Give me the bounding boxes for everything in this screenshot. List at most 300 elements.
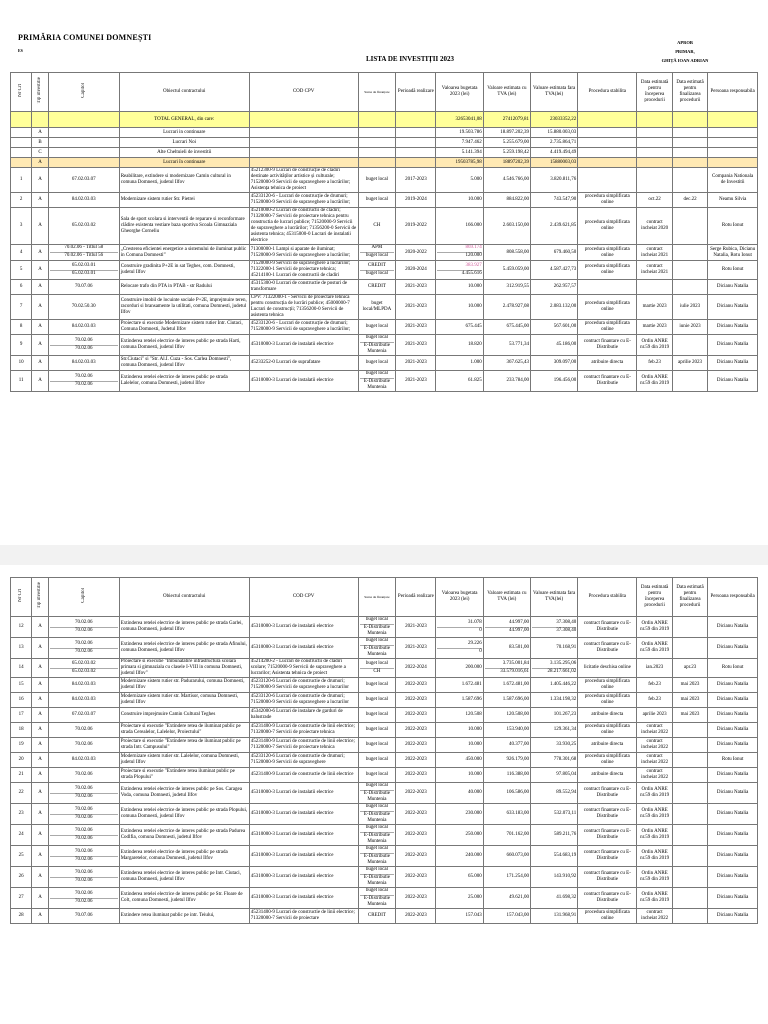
totals-cell-buget: 7.947.462 bbox=[436, 138, 483, 148]
totals-cell-nr bbox=[11, 128, 32, 138]
totals-cell-perioada bbox=[396, 128, 436, 138]
cell-buget: 10.000 bbox=[436, 295, 483, 320]
cell-buget: 10.000 bbox=[436, 738, 483, 753]
totals-cell-tip: A bbox=[32, 158, 49, 168]
cell-persoana: Dicianu Natalia bbox=[708, 617, 758, 638]
cell-obiect: Extinderea retelei electrice de interes public pe strada Lalelelor, comuna Domnesti, judetul Ilfov bbox=[119, 371, 249, 392]
cell-persoana: Serge Rubica, Dicianu Natalia, Rotu Ionut bbox=[708, 245, 758, 261]
cell-tip: A bbox=[32, 693, 49, 708]
cell-buget bbox=[436, 261, 483, 280]
cell-val_tva: 367.625,43 bbox=[483, 356, 530, 371]
cell-data_inceput: contract incheiat 2022 bbox=[637, 909, 672, 924]
cell-val_tva: 633.183,00 bbox=[483, 804, 530, 825]
mayor-label: PRIMAR, bbox=[675, 49, 695, 54]
cell-procedura: procedura simplificata online bbox=[578, 909, 637, 924]
cell-buget-part: 0 bbox=[437, 648, 481, 656]
cell-data_final bbox=[672, 245, 707, 261]
cell-persoana: Dicianu Natalia bbox=[708, 708, 758, 723]
column-header-cpv: COD CPV bbox=[249, 578, 358, 617]
cell-val_tva: 106.586,00 bbox=[483, 783, 530, 804]
cell-buget-part: 0 bbox=[437, 627, 481, 635]
cell-capitol bbox=[48, 371, 119, 392]
cell-nr: 4 bbox=[11, 245, 32, 261]
cell-val_fara: 778.301,68 bbox=[531, 753, 578, 768]
column-header-label: Nr Crt bbox=[18, 589, 24, 602]
cell-persoana: Dicianu Natalia bbox=[708, 723, 758, 738]
cell-sursa: buget local bbox=[358, 193, 396, 208]
cell-capitol bbox=[48, 867, 119, 888]
totals-cell-nr bbox=[11, 112, 32, 128]
cell-persoana: Dicianu Natalia bbox=[708, 320, 758, 335]
cell-nr: 26 bbox=[11, 867, 32, 888]
cell-buget-part: 29.226 bbox=[468, 640, 482, 646]
totals-cell-buget: 32653041,08 bbox=[436, 112, 483, 128]
cell-sursa bbox=[358, 617, 396, 638]
cell-cpv: 45310000-3 Lucrari de instalatii electrice bbox=[249, 888, 358, 909]
cell-val_fara: 97.805,04 bbox=[531, 768, 578, 783]
cell-procedura: procedura simplificata online bbox=[578, 320, 637, 335]
cell-data_final bbox=[672, 888, 707, 909]
cell-capitol-part: 65.02.03.01 bbox=[71, 262, 96, 268]
totals-cell-perioada bbox=[396, 158, 436, 168]
cell-data_inceput: Ordin ANRE nr.59 din 2019 bbox=[637, 867, 672, 888]
cell-val_fara: 743.547,90 bbox=[531, 193, 578, 208]
cell-perioada: 2022-2023 bbox=[396, 753, 436, 768]
cell-tip: A bbox=[32, 320, 49, 335]
totals-cell-data_inceput bbox=[637, 128, 672, 138]
cell-persoana: Dicianu Natalia bbox=[708, 280, 758, 295]
cell-data_final bbox=[672, 261, 707, 280]
cell-val_tva: 4.546.766,00 bbox=[483, 168, 530, 193]
cell-nr: 15 bbox=[11, 678, 32, 693]
cell-nr: 17 bbox=[11, 708, 32, 723]
cell-val_fara: 1.334.198,32 bbox=[531, 693, 578, 708]
totals-cell-capitol bbox=[48, 138, 119, 148]
cell-perioada: 2022-2023 bbox=[396, 846, 436, 867]
cell-cpv: 45231400-9 Lucrari de constructie de linii electrice; 71320000-7 Servicii de proiectare bbox=[249, 909, 358, 924]
cell-val_tva bbox=[483, 617, 530, 638]
totals-cell-val_tva: 27412079,81 bbox=[483, 112, 530, 128]
cell-sursa bbox=[358, 335, 396, 356]
cell-perioada: 2021-2023 bbox=[396, 638, 436, 659]
cell-sursa: buget local/MLPDA bbox=[358, 295, 396, 320]
cell-data_inceput: contract incheiat 2022 bbox=[637, 753, 672, 768]
totals-cell-tip: B bbox=[32, 138, 49, 148]
cell-tip: A bbox=[32, 723, 49, 738]
cell-capitol: 84.02.03.03 bbox=[48, 693, 119, 708]
cell-procedura: procedura simplificata online bbox=[578, 245, 637, 261]
cell-capitol-part: 70.02.06 bbox=[75, 373, 93, 379]
cell-nr: 7 bbox=[11, 295, 32, 320]
cell-procedura: procedura simplificata online bbox=[578, 208, 637, 245]
cell-capitol bbox=[48, 888, 119, 909]
cell-nr: 16 bbox=[11, 693, 32, 708]
cell-capitol: 67.02.03.07 bbox=[48, 168, 119, 193]
cell-val_fara: 2.439.621,85 bbox=[531, 208, 578, 245]
cell-data_inceput: Ordin ANRE nr.59 din 2019 bbox=[637, 825, 672, 846]
cell-cpv: 45210000-2 Lucrari de constructii de cladiri; 71320000-7 Servicii de proiectare tehnica pentru constructia de lucrari publice; 71520000-9 Servicii de supraveghere a lucrărilor; 71356200-0 Servicii de asistenta tehnica; 45315000-0 Lucrari de instalatii electrice bbox=[250, 208, 357, 243]
cell-val_tva: 675.445,00 bbox=[483, 320, 530, 335]
totals-cell-cpv bbox=[249, 128, 358, 138]
totals-cell-tip bbox=[32, 112, 49, 128]
totals-row bbox=[11, 128, 758, 138]
cell-obiect: Str.Ciutaci" si "Str. Al.I. Cuza - Sos. Carlea Domnesti", comuna Domnesti, judetul Ilfov bbox=[119, 356, 249, 371]
cell-data_inceput: aprilie 2023 bbox=[637, 708, 672, 723]
cell-val_tva-part: 44.997,00 bbox=[485, 627, 529, 635]
cell-persoana: Rotu Ionut bbox=[708, 753, 758, 768]
totals-cell-perioada bbox=[396, 112, 436, 128]
column-header-label: Nr Crt bbox=[18, 84, 24, 97]
cell-perioada: 2022-2023 bbox=[396, 768, 436, 783]
cell-cpv: 45233120-6 - Lucrari de construcție de drumuri; 71520000-9 Servicii de supraveghere a lucrărilor; bbox=[249, 320, 358, 335]
cell-data_final: aprilie 2023 bbox=[672, 356, 707, 371]
totals-cell-cpv bbox=[249, 112, 358, 128]
column-header-capitol bbox=[48, 73, 119, 112]
cell-cpv: 45231400-9 Lucrari de constructie de linii electrice bbox=[249, 768, 358, 783]
cell-tip: A bbox=[32, 617, 49, 638]
cell-cpv: 45310000-3 Lucrari de instalatii electrice bbox=[249, 371, 358, 392]
cell-val_tva: 171.254,00 bbox=[483, 867, 530, 888]
column-header-capitol bbox=[48, 578, 119, 617]
cell-obiect: Sala de sport scolara si interventii de reparare si reconformare clădire existenta vestiare baza sportiva Scoala Gimnaziala Gheorghe Corneliu bbox=[119, 208, 249, 245]
cell-obiect: „Cresterea eficientei energetice a sistemului de iluminat public in Comuna Domnesti” bbox=[119, 245, 249, 261]
cell-cpv: 45310000-3 Lucrari de instalatii electrice bbox=[249, 825, 358, 846]
cell-cpv: 45310000-3 Lucrari de instalatii electrice bbox=[249, 638, 358, 659]
totals-row bbox=[11, 112, 758, 128]
cell-obiect: Proiectare si executie "Imbunatatire infrastructura scolara primara si gimnaziala cu clasele I-VIII in comuna Domnesti, judetul Ilfov" bbox=[119, 659, 249, 678]
cell-tip: A bbox=[32, 335, 49, 356]
totals-row bbox=[11, 158, 758, 168]
cell-val_fara: 589.211,76 bbox=[531, 825, 578, 846]
cell-data_inceput: martie 2023 bbox=[637, 320, 672, 335]
cell-sursa-part: buget local bbox=[365, 804, 388, 809]
cell-val_fara-part: 28.217.661,02 bbox=[532, 668, 576, 676]
table-row bbox=[11, 804, 758, 825]
cell-perioada: 2021-2023 bbox=[396, 356, 436, 371]
cell-data_inceput: ian.2023 bbox=[637, 659, 672, 678]
totals-cell-buget: 19.503.786 bbox=[436, 128, 483, 138]
cell-nr: 24 bbox=[11, 825, 32, 846]
totals-cell-obiect: Lucrari in continuare bbox=[119, 128, 249, 138]
cell-buget bbox=[436, 638, 483, 659]
approval-block bbox=[640, 38, 730, 65]
totals-cell-obiect: Alte Cheltuieli de investitii bbox=[119, 148, 249, 158]
cell-val_fara bbox=[531, 659, 578, 678]
investments-table bbox=[10, 72, 758, 392]
cell-perioada: 2022-2023 bbox=[396, 708, 436, 723]
cell-perioada: 2022-2023 bbox=[396, 723, 436, 738]
cell-persoana: Dicianu Natalia bbox=[708, 909, 758, 924]
cell-obiect: Modernizare sistem rutier str. Lalelelor, comuna Domnesti, judetul Ilfov bbox=[119, 753, 249, 768]
cell-data_inceput: feb.23 bbox=[637, 678, 672, 693]
table-row bbox=[11, 708, 758, 723]
cell-persoana: Dicianu Natalia bbox=[708, 356, 758, 371]
totals-cell-val_fara: 15.880.003,03 bbox=[531, 128, 578, 138]
totals-cell-procedura bbox=[578, 138, 637, 148]
cell-val_tva: 83.501,00 bbox=[483, 638, 530, 659]
cell-sursa-part: E-Distributie Muntenia bbox=[360, 811, 395, 824]
cell-cpv: 45310000-3 Lucrari de instalatii electrice bbox=[249, 804, 358, 825]
totals-cell-nr bbox=[11, 158, 32, 168]
cell-sursa bbox=[358, 783, 396, 804]
cell-sursa-part: buget local bbox=[360, 252, 395, 260]
cell-capitol bbox=[48, 804, 119, 825]
cell-sursa: CREDIT bbox=[358, 909, 396, 924]
totals-cell-persoana bbox=[708, 148, 758, 158]
cell-persoana: Dicianu Natalia bbox=[708, 678, 758, 693]
cell-capitol: 70.07.06 bbox=[48, 280, 119, 295]
column-header-data_inceput: Data estimată pentru începerea procedurii bbox=[637, 73, 672, 112]
cell-tip: A bbox=[32, 193, 49, 208]
cell-sursa bbox=[358, 888, 396, 909]
totals-cell-procedura bbox=[578, 112, 637, 128]
cell-capitol-part: 65.02.03.01 bbox=[50, 270, 118, 278]
cell-val_fara: 4.587.427,73 bbox=[531, 261, 578, 280]
table-row bbox=[11, 909, 758, 924]
table-row bbox=[11, 738, 758, 753]
table-row bbox=[11, 846, 758, 867]
cell-buget: 25.000 bbox=[436, 888, 483, 909]
cell-obiect: Extinderea retelei electrice de interes public pe Intr. Ciutaci, comuna Domnesti, judetul Ilfov bbox=[119, 867, 249, 888]
cell-procedura: atribuire directa bbox=[578, 768, 637, 783]
cell-val_tva: 120.508,00 bbox=[483, 708, 530, 723]
cell-tip: A bbox=[32, 280, 49, 295]
cell-sursa-part: E-Distributie Muntenia bbox=[360, 342, 395, 355]
cell-obiect: Proiectare si executie "Extindere retea iluminat public pe strada Plopului" bbox=[119, 768, 249, 783]
table-row bbox=[11, 356, 758, 371]
totals-cell-val_tva: 5.259.198,42 bbox=[483, 148, 530, 158]
page-gap bbox=[0, 545, 768, 565]
cell-procedura: procedura simplificata online bbox=[578, 261, 637, 280]
cell-persoana: Rotu Ionut bbox=[708, 208, 758, 245]
cell-perioada: 2022-2023 bbox=[396, 783, 436, 804]
cell-sursa-part: buget local bbox=[365, 335, 388, 340]
totals-cell-data_inceput bbox=[637, 148, 672, 158]
table-row bbox=[11, 888, 758, 909]
table-row bbox=[11, 693, 758, 708]
cell-nr: 9 bbox=[11, 335, 32, 356]
cell-val_tva: 5.459.059,00 bbox=[483, 261, 530, 280]
totals-cell-persoana bbox=[708, 112, 758, 128]
cell-data_inceput: oct.22 bbox=[637, 193, 672, 208]
cell-tip: A bbox=[32, 245, 49, 261]
cell-buget: 10.000 bbox=[436, 193, 483, 208]
column-header-data_final: Data estimată pentru finalizarea procedurii bbox=[672, 73, 707, 112]
cell-cpv: 45233120-6 Lucrari de constructie de drumuri; 71520000-9 Servicii de supraveghere a lucrarilor bbox=[249, 678, 358, 693]
cell-cpv: 45310000-3 Lucrari de instalatii electrice bbox=[249, 335, 358, 356]
totals-cell-buget: 19503785,98 bbox=[436, 158, 483, 168]
cell-sursa: buget local bbox=[358, 693, 396, 708]
cell-perioada: 2021-2023 bbox=[396, 371, 436, 392]
cell-persoana: Rotu Ionut bbox=[708, 659, 758, 678]
cell-perioada: 2022-2023 bbox=[396, 867, 436, 888]
column-header-buget: Valoarea bugetata 2023 (lei) bbox=[436, 73, 483, 112]
cell-capitol-part: 70.02.06 bbox=[50, 648, 118, 656]
institution-name: PRIMĂRIA COMUNEI DOMNEȘTI bbox=[18, 33, 152, 42]
cell-procedura: atribuire directa bbox=[578, 356, 637, 371]
cell-cpv: 45214200-2 - Lucrari de constructii de cladiri scolare; 71520000-9 Servicii de supraveghere a lucrarilor; Asistenta tehnica de proiect bbox=[249, 659, 358, 678]
cell-buget: 200.000 bbox=[436, 659, 483, 678]
cell-sursa-part: buget local bbox=[365, 825, 388, 830]
cell-buget: 1.587.696 bbox=[436, 693, 483, 708]
cell-val_tva: 1.672.481,00 bbox=[483, 678, 530, 693]
cell-val_fara-part: 37.308,40 bbox=[556, 619, 577, 625]
cell-nr: 3 bbox=[11, 208, 32, 245]
cell-procedura: contract finantare cu E-Distributie bbox=[578, 783, 637, 804]
cell-procedura: contract finantare cu E-Distributie bbox=[578, 371, 637, 392]
totals-cell-obiect: Lucrari în continuare bbox=[119, 158, 249, 168]
cell-capitol: 84.02.03.03 bbox=[48, 753, 119, 768]
cell-val_tva bbox=[483, 659, 530, 678]
totals-cell-sursa bbox=[358, 128, 396, 138]
cell-obiect: Relocare trafo din PTA in PTAB - str Radului bbox=[119, 280, 249, 295]
column-header-data_final: Data estimată pentru finalizarea procedurii bbox=[672, 578, 707, 617]
cell-obiect: Modernizare sistem rutier Str. Pietrei bbox=[119, 193, 249, 208]
cell-sursa-part: buget local bbox=[365, 371, 388, 376]
cell-sursa: buget local bbox=[358, 768, 396, 783]
column-header-perioada: Perioadă realizare bbox=[396, 578, 436, 617]
cell-procedura: procedura simplificata online bbox=[578, 678, 637, 693]
cell-val_fara: 45.186,00 bbox=[531, 335, 578, 356]
cell-buget-part: 869.174 bbox=[465, 245, 482, 250]
cell-data_final: mai 2023 bbox=[672, 708, 707, 723]
cell-val_fara: 143.910,92 bbox=[531, 867, 578, 888]
column-header-persoana: Persoana responsabila bbox=[708, 578, 758, 617]
cell-val_tva: 926.179,00 bbox=[483, 753, 530, 768]
cell-obiect: Reabilitare, extindere si modernizare Camin cultural in comuna Domnesti, judetul Ilfov bbox=[119, 168, 249, 193]
cell-capitol bbox=[48, 846, 119, 867]
header-row bbox=[11, 578, 758, 617]
cell-sursa-part: buget local bbox=[365, 888, 388, 893]
cell-capitol-part: 70.02.06 bbox=[75, 848, 93, 854]
column-header-val_tva: Valoare estimata cu TVA (lei) bbox=[483, 578, 530, 617]
cell-tip: A bbox=[32, 638, 49, 659]
cell-capitol: 84.02.03.03 bbox=[48, 193, 119, 208]
cell-perioada: 2022-2024 bbox=[396, 659, 436, 678]
cell-perioada: 2021-2023 bbox=[396, 295, 436, 320]
cell-procedura: contract finantare cu E-Distributie bbox=[578, 617, 637, 638]
totals-cell-val_fara: 15880003,03 bbox=[531, 158, 578, 168]
cell-nr: 23 bbox=[11, 804, 32, 825]
cell-nr: 22 bbox=[11, 783, 32, 804]
cell-val_tva: 49.621,00 bbox=[483, 888, 530, 909]
cell-capitol-part: 70.02.06 bbox=[75, 806, 93, 812]
cell-persoana: Dicianu Natalia bbox=[708, 846, 758, 867]
cell-sursa-part: E-Distributie Muntenia bbox=[360, 790, 395, 803]
cell-procedura: atribuire directa bbox=[578, 738, 637, 753]
cell-val_fara: 129.361,34 bbox=[531, 723, 578, 738]
cell-capitol-part: 70.02.06 bbox=[75, 337, 93, 343]
table-row bbox=[11, 617, 758, 638]
totals-cell-persoana bbox=[708, 128, 758, 138]
cell-capitol: 70.02.50.30 bbox=[48, 295, 119, 320]
cell-obiect: Extinderea retelei electrice de interes public pe strada Garlei, comuna Domnesti, judetul Ilfov bbox=[119, 617, 249, 638]
header-row bbox=[11, 73, 758, 112]
totals-cell-persoana bbox=[708, 138, 758, 148]
cell-obiect: Extinderea retelei electrice de interes public pe strada Margaretelor, comuna Domnesti, judetul Ilfov bbox=[119, 846, 249, 867]
cell-capitol-part: 70.02.06 bbox=[50, 835, 118, 843]
cell-nr: 5 bbox=[11, 261, 32, 280]
cell-data_final bbox=[672, 638, 707, 659]
totals-cell-val_fara: 2.735.864,71 bbox=[531, 138, 578, 148]
table-row bbox=[11, 638, 758, 659]
cell-sursa-part: CREDIT bbox=[367, 262, 386, 268]
cell-sursa: buget local bbox=[358, 320, 396, 335]
cell-capitol bbox=[48, 659, 119, 678]
cell-buget: 10.000 bbox=[436, 280, 483, 295]
cell-val_fara: 2.083.132,00 bbox=[531, 295, 578, 320]
cell-val_fara: 532.073,11 bbox=[531, 804, 578, 825]
cell-data_final bbox=[672, 371, 707, 392]
cell-data_inceput: Ordin ANRE nr.59 din 2019 bbox=[637, 804, 672, 825]
totals-cell-procedura bbox=[578, 158, 637, 168]
cell-sursa-part: buget local bbox=[365, 638, 388, 643]
cell-buget-part: 31.078 bbox=[468, 619, 482, 625]
cell-obiect: Construire imobil de locuinte sociale P+2E, imprejmuire teren, racorduri si bransamente la utilitati, comuna Domnesti, judetul Ilfov bbox=[119, 295, 249, 320]
totals-cell-data_inceput bbox=[637, 158, 672, 168]
cell-data_final bbox=[672, 280, 707, 295]
cell-persoana: Dicianu Natalia bbox=[708, 693, 758, 708]
cell-obiect: Proiectare si executie Modernizare sistem rutier Intr. Ciutaci, Comuna Domnesti, Judetul Ilfov bbox=[119, 320, 249, 335]
cell-val_tva: 153.940,00 bbox=[483, 723, 530, 738]
cell-sursa bbox=[358, 659, 396, 678]
cell-cpv: CPV: 71322000-1 - Servicii de proiectare tehnica pentru construcția de lucrări publice; 45000000-7 Lucrari de construcții; 71356200-0 Servicii de asistenta tehnica bbox=[249, 295, 358, 320]
totals-cell-nr bbox=[11, 138, 32, 148]
cell-sursa-part: E-Distributie Muntenia bbox=[360, 624, 395, 637]
cell-buget: 5.000 bbox=[436, 168, 483, 193]
cell-nr: 6 bbox=[11, 280, 32, 295]
cell-buget: 675.445 bbox=[436, 320, 483, 335]
cell-sursa: buget local bbox=[358, 723, 396, 738]
cell-data_final bbox=[672, 909, 707, 924]
cell-sursa bbox=[358, 867, 396, 888]
cell-sursa: CREDIT bbox=[358, 280, 396, 295]
column-header-data_inceput: Data estimată pentru începerea procedurii bbox=[637, 578, 672, 617]
cell-sursa-part: CH bbox=[360, 668, 395, 676]
cell-procedura: atribuire directa bbox=[578, 708, 637, 723]
cell-tip: A bbox=[32, 261, 49, 280]
cell-data_inceput: contract incheiat 2022 bbox=[637, 738, 672, 753]
cell-cpv: 45233120-6 Lucrari de constructie de drumuri; 71520000-9 Servicii de supraveghere bbox=[249, 753, 358, 768]
cell-data_inceput: contract incheiat 2020 bbox=[637, 208, 672, 245]
cell-capitol-part: 70.02.06 bbox=[75, 619, 93, 625]
cell-val_fara: 70.168,91 bbox=[531, 638, 578, 659]
cell-data_inceput: Ordin ANRE nr.59 din 2019 bbox=[637, 617, 672, 638]
column-header-label: Capitol bbox=[80, 588, 86, 603]
cell-perioada: 2022-2023 bbox=[396, 678, 436, 693]
cell-buget: 250.000 bbox=[436, 825, 483, 846]
cell-sursa bbox=[358, 261, 396, 280]
totals-cell-data_inceput bbox=[637, 138, 672, 148]
cell-val_fara: 41.698,32 bbox=[531, 888, 578, 909]
cell-data_final bbox=[672, 738, 707, 753]
totals-row bbox=[11, 138, 758, 148]
cell-persoana: Rotu Ionut bbox=[708, 261, 758, 280]
column-header-sursa: Sursa de finanțare bbox=[358, 73, 396, 112]
cell-val_fara: 1.405.446,22 bbox=[531, 678, 578, 693]
column-header-tip bbox=[32, 73, 49, 112]
cell-obiect: Extinderea retelei electrice de interes public pe Sos. Caragea Voda, comuna Domnesti, judetul Ilfov bbox=[119, 783, 249, 804]
cell-buget: 40.000 bbox=[436, 783, 483, 804]
cell-buget: 10.000 bbox=[436, 768, 483, 783]
column-header-sursa: Sursa de finanțare bbox=[358, 578, 396, 617]
column-header-val_tva: Valoare estimata cu TVA (lei) bbox=[483, 73, 530, 112]
cell-perioada: 2020-2022 bbox=[396, 245, 436, 261]
totals-cell-buget: 5.141.394 bbox=[436, 148, 483, 158]
cell-sursa-part: E-Distributie Muntenia bbox=[360, 832, 395, 845]
cell-val_tva: 808.558,00 bbox=[483, 245, 530, 261]
cell-cpv: 71300000-1 Lampi si aparate de iluminat; 71520000-9 Servicii de supraveghere a lucrărilor; bbox=[249, 245, 358, 261]
